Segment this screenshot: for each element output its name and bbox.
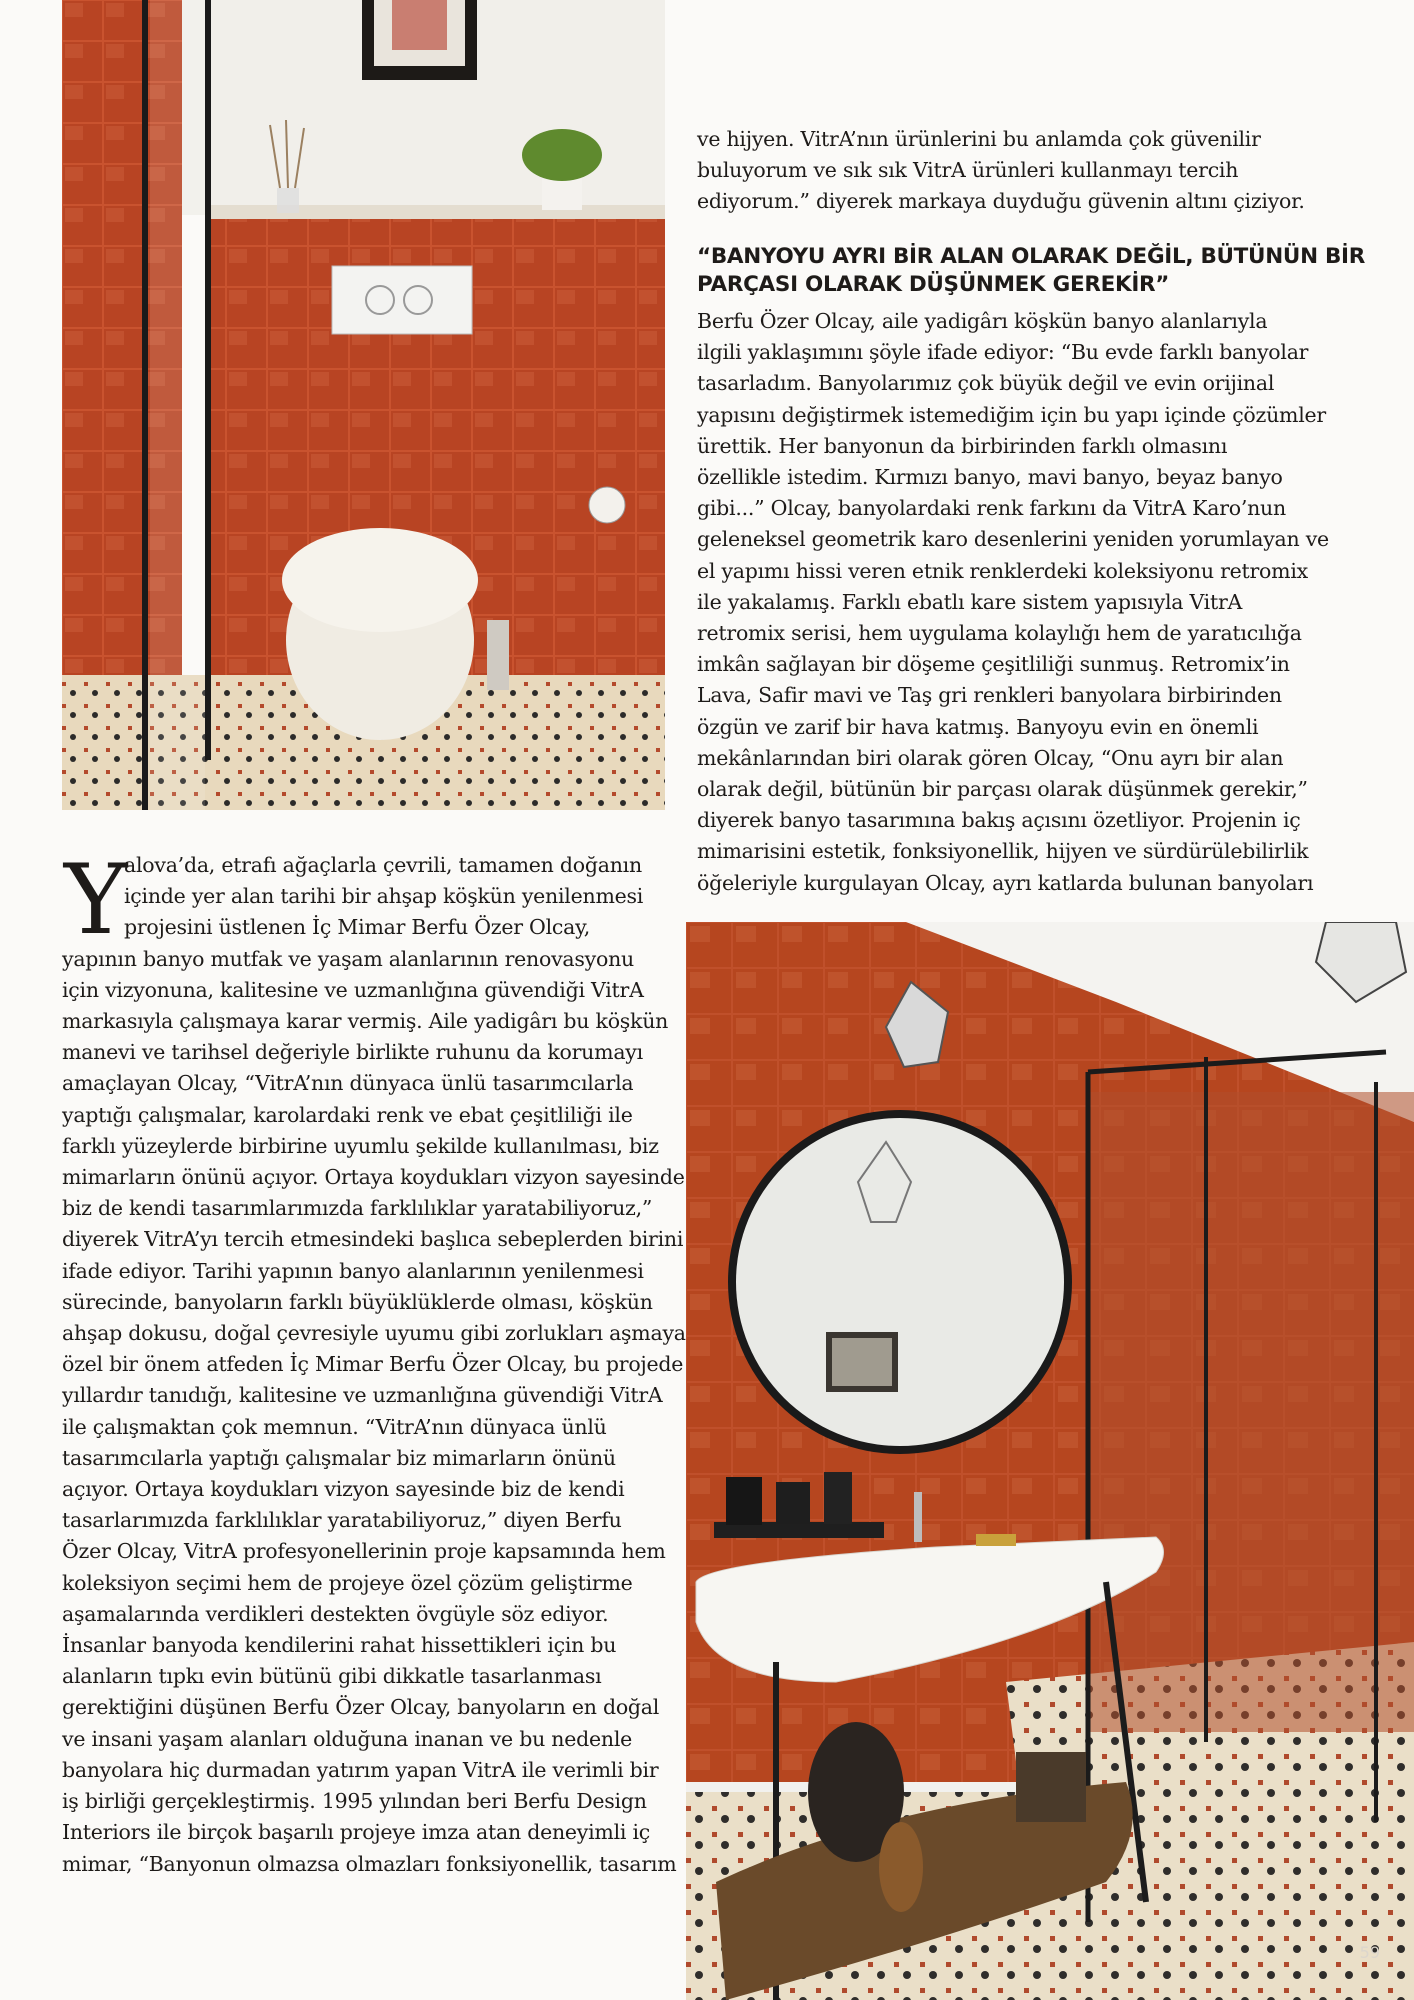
page-number: 59 — [1359, 1943, 1380, 1962]
text-line: mimar, “Banyonun olmazsa olmazları fonksiyonellik, tasarım — [62, 1851, 677, 1876]
photo-wc-red-tiles — [62, 0, 665, 810]
text-line: banyolara hiç durmadan yatırım yapan VitrA ile verimli bir — [62, 1757, 659, 1782]
text-line: manevi ve tarihsel değeriyle birlikte ruhunu da korumayı — [62, 1040, 643, 1065]
right-column-paragraph — [697, 306, 1329, 899]
text-line: markasıyla çalışmaya karar vermiş. Aile yadigârı bu köşkün — [62, 1009, 669, 1034]
text-line: yapısını değiştirmek istemediğim için bu yapı içinde çözümler — [697, 402, 1326, 427]
text-line: İnsanlar banyoda kendilerini rahat hissettikleri için bu — [62, 1633, 617, 1658]
text-line: ve insani yaşam alanları olduğuna inanan ve bu nedenle — [62, 1726, 633, 1751]
text-line: imkân sağlayan bir döşeme çeşitliliği sunmuş. Retromix’in — [697, 652, 1290, 677]
text-line: iş birliği gerçekleştirmiş. 1995 yılından beri Berfu Design — [62, 1789, 647, 1814]
text-line: ile yakalamış. Farklı ebatlı kare sistem yapısıyla VitrA — [697, 589, 1243, 614]
text-line: içinde yer alan tarihi bir ahşap köşkün yenilenmesi — [124, 884, 644, 909]
text-line: yıllardır tanıdığı, kalitesine ve uzmanlığına güvendiği VitrA — [62, 1383, 663, 1408]
text-line: açıyor. Ortaya koydukları vizyon sayesinde biz de kendi — [62, 1477, 625, 1502]
text-line: amaçlayan Olcay, “VitrA’nın dünyaca ünlü tasarımcılarla — [62, 1071, 634, 1096]
text-line: olarak değil, bütünün bir parçası olarak düşünmek gerekir,” — [697, 777, 1308, 802]
text-line: özgün ve zarif bir hava katmış. Banyoyu evin en önemli — [697, 714, 1259, 739]
heading-line: “BANYOYU AYRI BİR ALAN OLARAK DEĞİL, BÜTÜNÜN BİR — [697, 244, 1365, 269]
text-line: gibi...” Olcay, banyolardaki renk farkını da VitrA Karo’nun — [697, 496, 1286, 521]
text-line: tasarladım. Banyolarımız çok büyük değil ve evin orijinal — [697, 371, 1275, 396]
text-line: aşamalarında verdikleri destekten övgüyle söz ediyor. — [62, 1601, 609, 1626]
text-line: Lava, Safir mavi ve Taş gri renkleri banyolara birbirinden — [697, 683, 1282, 708]
text-line: diyerek banyo tasarımına bakış açısını özetliyor. Projenin iç — [697, 808, 1301, 833]
drop-cap: Y — [64, 844, 128, 956]
text-line: farklı yüzeylerde birbirine uyumlu şekilde kullanılması, biz — [62, 1133, 659, 1158]
left-column-paragraph — [62, 844, 686, 1880]
text-line: sürecinde, banyoların farklı büyüklüklerde olması, köşkün — [62, 1289, 653, 1314]
text-line: ediyorum.” diyerek markaya duyduğu güvenin altını çiziyor. — [697, 189, 1305, 214]
text-line: ile çalışmaktan çok memnun. “VitrA’nın dünyaca ünlü — [62, 1414, 607, 1439]
text-line: el yapımı hissi veren etnik renklerdeki koleksiyonu retromix — [697, 558, 1308, 583]
text-line: tasarımcılarla yaptığı çalışmalar biz mimarların önünü — [62, 1445, 616, 1470]
text-line: buluyorum ve sık sık VitrA ürünleri kullanmayı tercih — [697, 158, 1239, 183]
text-line: yapının banyo mutfak ve yaşam alanlarının renovasyonu — [62, 946, 635, 971]
text-line: Interiors ile birçok başarılı projeye imza atan deneyimli iç — [62, 1820, 651, 1845]
section-heading — [697, 243, 1365, 299]
text-line: ve hijyen. VitrA’nın ürünlerini bu anlamda çok güvenilir — [697, 127, 1261, 151]
top-right-paragraph — [697, 124, 1305, 218]
text-line: yaptığı çalışmalar, karolardaki renk ve ebat çeşitliliği ile — [62, 1102, 633, 1127]
text-line: Özer Olcay, VitrA profesyonellerinin proje kapsamında hem — [62, 1539, 666, 1564]
text-line: özellikle istedim. Kırmızı banyo, mavi banyo, beyaz banyo — [697, 465, 1283, 490]
text-line: biz de kendi tasarımlarımızda farklılıklar yaratabiliyoruz,” — [62, 1196, 653, 1221]
text-line: ilgili yaklaşımını şöyle ifade ediyor: “Bu evde farklı banyolar — [697, 340, 1309, 365]
text-line: tasarlarımızda farklılıklar yaratabiliyoruz,” diyen Berfu — [62, 1508, 622, 1533]
text-line: alova’da, etrafı ağaçlarla çevrili, tamamen doğanın — [124, 853, 642, 877]
text-line: alanların tıpkı evin bütünü gibi dikkatle tasarlanması — [62, 1664, 602, 1689]
text-line: özel bir önem atfeden İç Mimar Berfu Özer Olcay, bu projede — [62, 1352, 684, 1377]
text-line: mimarların önünü açıyor. Ortaya koydukları vizyon sayesinde — [62, 1165, 685, 1190]
text-line: geleneksel geometrik karo desenlerini yeniden yorumlayan ve — [697, 527, 1329, 552]
text-line: diyerek VitrA’yı tercih etmesindeki başlıca sebeplerden birini — [62, 1227, 684, 1252]
text-line: ahşap dokusu, doğal çevresiyle uyumu gibi zorlukları aşmaya — [62, 1321, 686, 1346]
photo-vanity-shower — [686, 922, 1414, 2000]
text-line: retromix serisi, hem uygulama kolaylığı hem de yaratıcılığa — [697, 621, 1302, 646]
text-line: için vizyonuna, kalitesine ve uzmanlığına güvendiği VitrA — [62, 977, 644, 1002]
text-line: mekânlarından biri olarak gören Olcay, “Onu ayrı bir alan — [697, 745, 1284, 770]
text-line: mimarisini estetik, fonksiyonellik, hijyen ve sürdürülebilirlik — [697, 839, 1309, 864]
text-line: ürettik. Her banyonun da birbirinden farklı olmasını — [697, 433, 1228, 458]
heading-line: PARÇASI OLARAK DÜŞÜNMEK GEREKİR” — [697, 272, 1170, 297]
text-line: gerektiğini düşünen Berfu Özer Olcay, banyoların en doğal — [62, 1695, 660, 1720]
text-line: koleksiyon seçimi hem de projeye özel çözüm geliştirme — [62, 1570, 633, 1595]
text-line: projesini üstlenen İç Mimar Berfu Özer Olcay, — [124, 915, 590, 940]
text-line: Berfu Özer Olcay, aile yadigârı köşkün banyo alanlarıyla — [697, 309, 1268, 333]
text-line: ifade ediyor. Tarihi yapının banyo alanlarının yenilenmesi — [62, 1258, 644, 1283]
text-line: öğeleriyle kurgulayan Olcay, ayrı katlarda bulunan banyoları — [697, 870, 1314, 895]
